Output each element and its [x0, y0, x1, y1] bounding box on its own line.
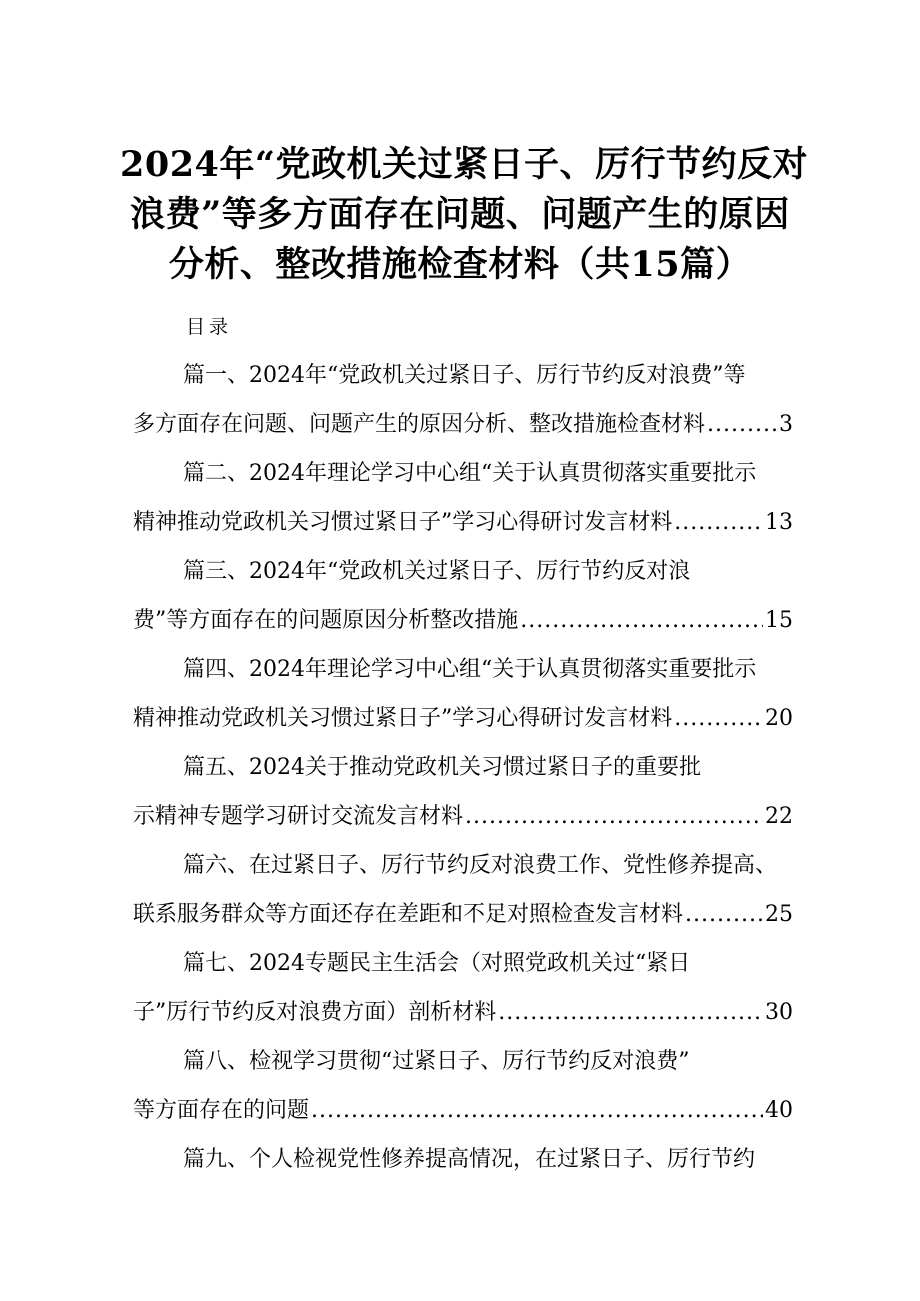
- title-line: 浪费”等多方面存在问题、问题产生的原因: [130, 194, 790, 235]
- toc-entry-2-title[interactable]: 篇二、2024年理论学习中心组“关于认真贯彻落实重要批示: [183, 461, 757, 486]
- dot-leader: [311, 1096, 763, 1126]
- toc-page-number: 25: [765, 902, 793, 927]
- toc-entry-9-title[interactable]: 篇九、个人检视党性修养提高情况，在过紧日子、厉行节约: [183, 1147, 756, 1172]
- toc-entry-4-continuation[interactable]: [133, 704, 793, 734]
- dot-leader: [498, 998, 763, 1028]
- toc-entry-7-title[interactable]: 篇七、2024专题民主生活会（对照党政机关过“紧日: [183, 951, 691, 976]
- toc-entry-1-continuation[interactable]: [133, 410, 793, 440]
- toc-entry-text: 费”等方面存在的问题原因分析整改措施: [133, 608, 519, 633]
- toc-entry-8-title[interactable]: 篇八、检视学习贯彻“过紧日子、厉行节约反对浪费”: [183, 1049, 690, 1074]
- title-line: 2024年“党政机关过紧日子、厉行节约反对: [120, 144, 809, 185]
- dot-leader: [707, 410, 777, 440]
- toc-entry-6-title[interactable]: 篇六、在过紧日子、厉行节约反对浪费工作、党性修养提高、: [183, 853, 778, 878]
- toc-entry-text: 联系服务群众等方面还存在差距和不足对照检查发言材料: [133, 902, 684, 927]
- toc-page-number: 20: [765, 706, 793, 731]
- dot-leader: [674, 508, 763, 538]
- toc-entry-text: 多方面存在问题、问题产生的原因分析、整改措施检查材料: [133, 412, 706, 437]
- document-title: [120, 140, 809, 290]
- toc-entry-3-title[interactable]: 篇三、2024年“党政机关过紧日子、厉行节约反对浪: [183, 559, 691, 584]
- toc-entry-text: 精神推动党政机关习惯过紧日子”学习心得研讨发言材料: [133, 706, 673, 731]
- dot-leader: [685, 900, 763, 930]
- toc-entry-1-title[interactable]: 篇一、2024年“党政机关过紧日子、厉行节约反对浪费”等: [183, 363, 746, 388]
- toc-page-number: 40: [765, 1098, 793, 1123]
- dot-leader: [465, 802, 763, 832]
- toc-page-number: 22: [765, 804, 793, 829]
- dot-leader: [520, 606, 763, 636]
- dot-leader: [674, 704, 763, 734]
- toc-entry-8-continuation[interactable]: [133, 1096, 793, 1126]
- toc-entry-4-title[interactable]: 篇四、2024年理论学习中心组“关于认真贯彻落实重要批示: [183, 657, 757, 682]
- toc-entry-text: 等方面存在的问题: [133, 1098, 310, 1123]
- toc-entry-3-continuation[interactable]: [133, 606, 793, 636]
- toc-entry-2-continuation[interactable]: [133, 508, 793, 538]
- toc-entry-5-continuation[interactable]: [133, 802, 793, 832]
- toc-page-number: 3: [779, 412, 793, 437]
- toc-entry-7-continuation[interactable]: [133, 998, 793, 1028]
- toc-entry-text: 子”厉行节约反对浪费方面）剖析材料: [133, 1000, 497, 1025]
- toc-page-number: 13: [765, 510, 793, 535]
- toc-heading: 目录: [186, 316, 233, 338]
- toc-page-number: 30: [765, 1000, 793, 1025]
- title-line: 分析、整改措施检查材料（共15篇）: [168, 244, 752, 285]
- toc-page-number: 15: [765, 608, 793, 633]
- toc-entry-text: 精神推动党政机关习惯过紧日子”学习心得研讨发言材料: [133, 510, 673, 535]
- toc-entry-5-title[interactable]: 篇五、2024关于推动党政机关习惯过紧日子的重要批: [183, 755, 701, 780]
- toc-entry-6-continuation[interactable]: [133, 900, 793, 930]
- toc-entry-text: 示精神专题学习研讨交流发言材料: [133, 804, 464, 829]
